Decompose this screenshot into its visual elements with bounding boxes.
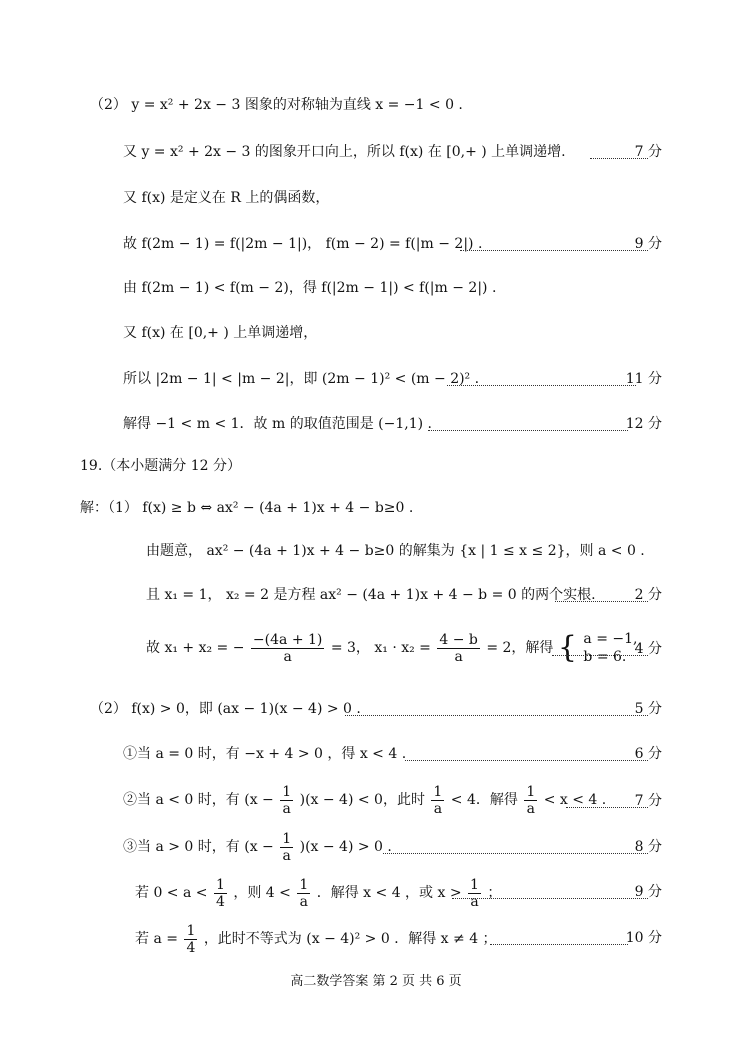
score-label: 4 分 bbox=[634, 641, 662, 657]
text-line: ③当 a > 0 时，有 (x − $\frac{1}{a}$ )(x − 4) > 0 . bbox=[123, 830, 392, 864]
text-line: 所以 |2m − 1| < |m − 2|，即 (2m − 1)² < (m − 2)² . bbox=[123, 371, 480, 387]
score-label: 12 分 bbox=[625, 416, 662, 432]
dotted-leader bbox=[405, 760, 648, 761]
score-label: 9 分 bbox=[634, 884, 662, 900]
dotted-leader bbox=[345, 715, 648, 716]
fraction: $\frac{1}{a}$ bbox=[299, 876, 309, 910]
brace-symbol: { bbox=[557, 630, 577, 665]
score-label: 5 分 bbox=[634, 701, 662, 717]
fraction: $\frac{4 - b}{a}$ bbox=[439, 631, 478, 665]
score-label: 9 分 bbox=[634, 236, 662, 252]
text-line: （2） y = x² + 2x − 3 图象的对称轴为直线 x = −1 < 0 . bbox=[90, 97, 463, 113]
score-label: 6 分 bbox=[634, 746, 662, 762]
text-line: 由题意， ax² − (4a + 1)x + 4 − b≥0 的解集为 {x | 1 ≤ x ≤ 2}，则 a < 0 . bbox=[146, 543, 645, 559]
text-line: 又 y = x² + 2x − 3 的图象开口向上，所以 f(x) 在 [0,+ ) 上单调递增. bbox=[123, 144, 566, 160]
dotted-leader bbox=[552, 655, 648, 656]
text-line: 故 x₁ + x₂ = − $\frac{-(4a + 1)}{a}$ = 3， x₁ · x₂ = $\frac{4 - b}{a}$ = 2，解得 { a = −1, b = 6. bbox=[146, 628, 638, 668]
score-label: 7 分 bbox=[634, 793, 662, 809]
fraction: $\frac{1}{a}$ bbox=[526, 783, 536, 817]
text-line: （2） f(x) > 0，即 (ax − 1)(x − 4) > 0 . bbox=[90, 701, 361, 717]
text-line: 又 f(x) 是定义在 R 上的偶函数， bbox=[123, 190, 330, 206]
fraction: $\frac{1}{4}$ bbox=[186, 922, 196, 956]
score-label: 8 分 bbox=[634, 839, 662, 855]
text-line: 又 f(x) 在 [0,+ ) 上单调递增， bbox=[123, 325, 318, 341]
dotted-leader bbox=[383, 853, 648, 854]
text-line: 解得 −1 < m < 1．故 m 的取值范围是 (−1,1) . bbox=[123, 416, 432, 432]
fraction: $\frac{1}{a}$ bbox=[282, 830, 292, 864]
text-line: 若 0 < a < $\frac{1}{4}$ ，则 4 < $\frac{1}{a}$ ．解得 x < 4 ，或 x > $\frac{1}{a}$ ； bbox=[135, 876, 502, 910]
equation-system: a = −1, b = 6. bbox=[583, 631, 638, 665]
score-label: 10 分 bbox=[625, 930, 662, 946]
text-line: 且 x₁ = 1， x₂ = 2 是方程 ax² − (4a + 1)x + 4 − b = 0 的两个实根. bbox=[146, 587, 596, 603]
dotted-leader bbox=[490, 944, 628, 945]
dotted-leader bbox=[460, 250, 648, 251]
score-label: 11 分 bbox=[625, 371, 662, 387]
fraction: $\frac{1}{a}$ bbox=[470, 876, 479, 910]
section-heading: 19.（本小题满分 12 分） bbox=[80, 458, 241, 474]
fraction: $\frac{-(4a + 1)}{a}$ bbox=[252, 631, 323, 665]
dotted-leader bbox=[447, 385, 636, 386]
page-footer: 高二数学答案 第 2 页 共 6 页 bbox=[290, 974, 462, 989]
fraction: $\frac{1}{4}$ bbox=[215, 876, 225, 910]
dotted-leader bbox=[428, 430, 628, 431]
text-line: 故 f(2m − 1) = f(|2m − 1|)， f(m − 2) = f(|m − 2|) . bbox=[123, 236, 483, 252]
text-line: ②当 a < 0 时，有 (x − $\frac{1}{a}$ )(x − 4) < 0，此时 $\frac{1}{a}$ < 4．解得 $\frac{1}{a}$ < x < 4 . bbox=[123, 783, 607, 817]
text-line: 解：（1） f(x) ≥ b ⇔ ax² − (4a + 1)x + 4 − b≥0 . bbox=[80, 500, 414, 516]
dotted-leader bbox=[452, 898, 648, 899]
fraction: $\frac{1}{a}$ bbox=[433, 783, 443, 817]
text-line: 由 f(2m − 1) < f(m − 2)，得 f(|2m − 1|) < f(|m − 2|) . bbox=[123, 280, 497, 296]
fraction: $\frac{1}{a}$ bbox=[282, 783, 292, 817]
score-label: 7 分 bbox=[634, 144, 662, 160]
score-label: 2 分 bbox=[634, 587, 662, 603]
text-line: ①当 a = 0 时，有 −x + 4 > 0 ，得 x < 4 . bbox=[123, 746, 407, 762]
text-line: 若 a = $\frac{1}{4}$ ，此时不等式为 (x − 4)² > 0 ．解得 x ≠ 4 ； bbox=[135, 922, 497, 956]
